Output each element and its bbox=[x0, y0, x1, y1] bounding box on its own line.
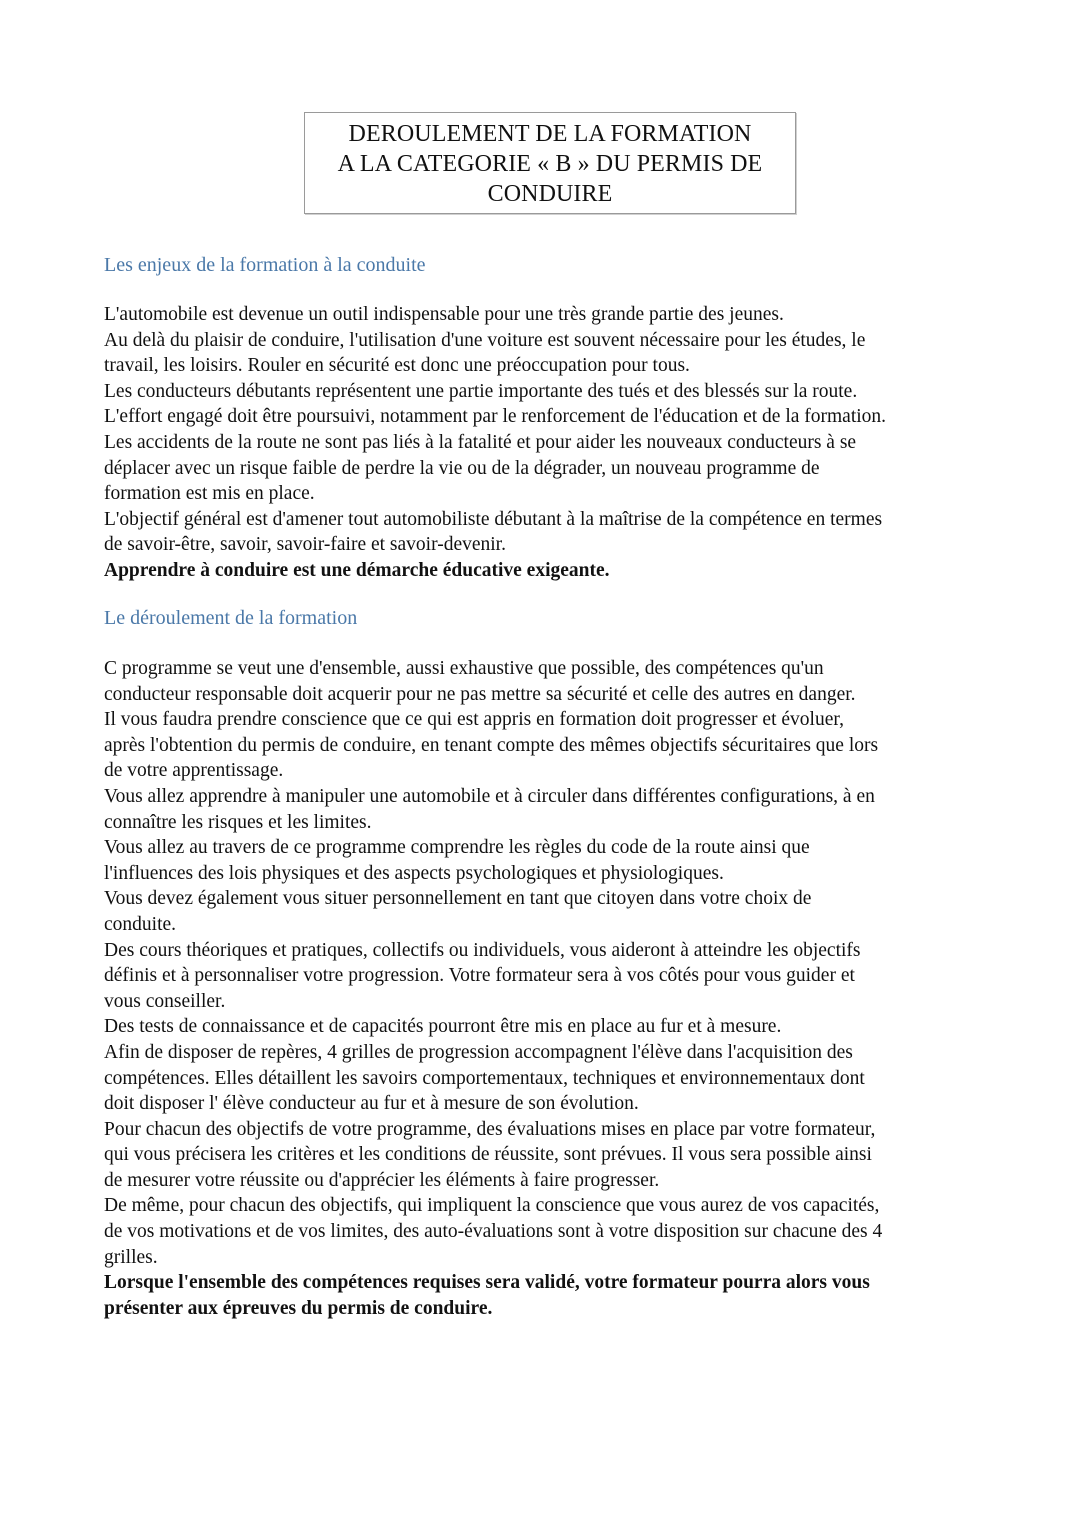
paragraph-line: travail, les loisirs. Rouler en sécurité est donc une préoccupation pour tous. bbox=[104, 355, 690, 377]
paragraph-line: De même, pour chacun des objectifs, qui impliquent la conscience que vous aurez de vos capacités, bbox=[104, 1195, 880, 1217]
section-heading-deroulement: Le déroulement de la formation bbox=[104, 607, 358, 629]
section-enjeux-body bbox=[104, 302, 1004, 584]
emphasis-line: présenter aux épreuves du permis de conduire. bbox=[104, 1297, 493, 1319]
paragraph-line: définis et à personnaliser votre progression. Votre formateur sera à vos côtés pour vous guider et bbox=[104, 965, 855, 987]
paragraph-line: grilles. bbox=[104, 1246, 158, 1268]
title-box bbox=[304, 112, 796, 214]
paragraph-line: l'influences des lois physiques et des aspects psychologiques et physiologiques. bbox=[104, 862, 724, 884]
paragraph-line: Au delà du plaisir de conduire, l'utilisation d'une voiture est souvent nécessaire pour les études, le bbox=[104, 329, 866, 351]
section-deroulement-body bbox=[104, 656, 1004, 1321]
paragraph-line: L'automobile est devenue un outil indispensable pour une très grande partie des jeunes. bbox=[104, 304, 784, 325]
paragraph-line: conducteur responsable doit acquerir pour ne pas mettre sa sécurité et celle des autres en danger. bbox=[104, 683, 856, 705]
paragraph-line: conduite. bbox=[104, 913, 177, 935]
paragraph-line: Vous devez également vous situer personnellement en tant que citoyen dans votre choix de bbox=[104, 888, 812, 910]
paragraph-line: L'objectif général est d'amener tout automobiliste débutant à la maîtrise de la compétence en termes bbox=[104, 508, 883, 530]
title-line: A LA CATEGORIE « B » DU PERMIS DE bbox=[337, 151, 763, 177]
paragraph-line: Vous allez apprendre à manipuler une automobile et à circuler dans différentes configurations, à en bbox=[104, 785, 875, 807]
paragraph-line: Les conducteurs débutants représentent une partie importante des tués et des blessés sur la route. bbox=[104, 380, 858, 402]
title-line: DEROULEMENT DE LA FORMATION bbox=[348, 121, 752, 147]
paragraph-line: Il vous faudra prendre conscience que ce qui est appris en formation doit progresser et évoluer, bbox=[104, 709, 844, 731]
paragraph-line: Les accidents de la route ne sont pas liés à la fatalité et pour aider les nouveaux conducteurs à se bbox=[104, 431, 857, 453]
paragraph-line: vous conseiller. bbox=[104, 990, 226, 1012]
section-heading-enjeux: Les enjeux de la formation à la conduite bbox=[104, 254, 426, 276]
paragraph-line: de mesurer votre réussite ou d'apprécier les éléments à faire progresser. bbox=[104, 1169, 660, 1191]
paragraph-line: compétences. Elles détaillent les savoirs comportementaux, techniques et environnementaux dont bbox=[104, 1067, 865, 1089]
paragraph-line: Afin de disposer de repères, 4 grilles de progression accompagnent l'élève dans l'acquisition des bbox=[104, 1041, 853, 1063]
title-line: CONDUIRE bbox=[487, 181, 613, 207]
paragraph-line: connaître les risques et les limites. bbox=[104, 811, 372, 833]
paragraph-line: qui vous précisera les critères et les conditions de réussite, sont prévues. Il vous sera possible ainsi bbox=[104, 1144, 872, 1166]
paragraph-line: de savoir-être, savoir, savoir-faire et savoir-devenir. bbox=[104, 534, 506, 556]
paragraph-line: formation est mis en place. bbox=[104, 483, 315, 505]
emphasis-line: Lorsque l'ensemble des compétences requises sera validé, votre formateur pourra alors vous bbox=[104, 1272, 870, 1294]
emphasis-line: Apprendre à conduire est une démarche éducative exigeante. bbox=[104, 559, 610, 581]
paragraph-line: doit disposer l' élève conducteur au fur et à mesure de son évolution. bbox=[104, 1093, 639, 1115]
paragraph-line: de votre apprentissage. bbox=[104, 760, 284, 782]
paragraph-line: C programme se veut une d'ensemble, aussi exhaustive que possible, des compétences qu'un bbox=[104, 658, 824, 679]
paragraph-line: Des cours théoriques et pratiques, collectifs ou individuels, vous aideront à atteindre les objectifs bbox=[104, 939, 861, 961]
paragraph-line: Vous allez au travers de ce programme comprendre les règles du code de la route ainsi que bbox=[104, 837, 810, 859]
paragraph-line: L'effort engagé doit être poursuivi, notamment par le renforcement de l'éducation et de la formation. bbox=[104, 406, 887, 428]
paragraph-line: Pour chacun des objectifs de votre programme, des évaluations mises en place par votre formateur, bbox=[104, 1118, 876, 1140]
paragraph-line: Des tests de connaissance et de capacités pourront être mis en place au fur et à mesure. bbox=[104, 1016, 782, 1038]
paragraph-line: de vos motivations et de vos limites, des auto-évaluations sont à votre disposition sur chacune des 4 bbox=[104, 1221, 883, 1243]
paragraph-line: après l'obtention du permis de conduire, en tenant compte des mêmes objectifs sécuritaires que lors bbox=[104, 734, 879, 756]
paragraph-line: déplacer avec un risque faible de perdre la vie ou de la dégrader, un nouveau programme de bbox=[104, 457, 820, 479]
